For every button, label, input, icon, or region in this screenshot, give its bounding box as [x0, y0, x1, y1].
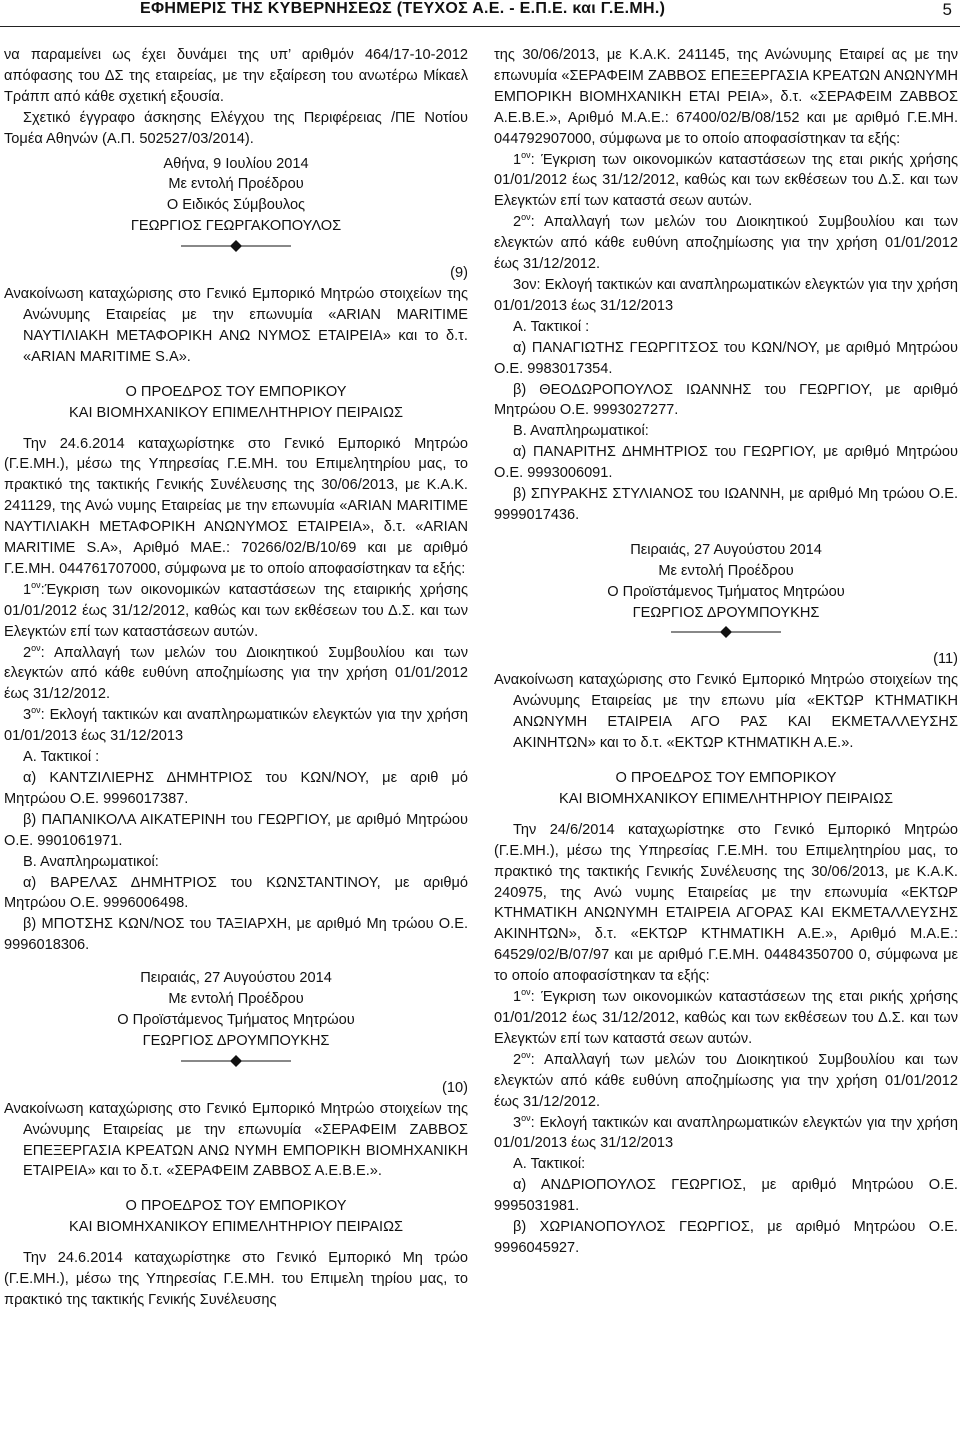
regular-auditors-heading: Α. Τακτικοί : — [513, 318, 590, 335]
signature-block — [494, 540, 958, 624]
section-separator — [494, 625, 958, 647]
regular-auditor-b: β) ΠΑΠΑΝΙΚΟΛΑ ΑΙΚΑΤΕΡΙΝΗ του ΓΕΩΡΓΙΟΥ, με αριθμό Μητρώου Ο.Ε. 9901061971. — [4, 811, 468, 849]
regular-auditor-b: β) ΧΩΡΙΑΝΟΠΟΥΛΟΣ ΓΕΩΡΓΙΟΣ, με αριθμό Μητρώου Ο.Ε. 9996045927. — [494, 1219, 958, 1256]
substitute-auditor-b: β) ΜΠΟΤΣΗΣ ΚΩΝ/ΝΟΣ του ΤΑΞΙΑΡΧΗ, με αριθμό Μη τρώου Ο.Ε. 9996018306. — [4, 916, 468, 954]
control-document-paragraph: Σχετικό έγγραφο άσκησης Ελέγχου της Περιφέρειας /ΠΕ Νοτίου Τομέα Αθηνών (Α.Π. 502527/03/2014). — [4, 109, 468, 147]
regular-auditor-a: α) ΠΑΝΑΓΙΩΤΗΣ ΓΕΩΡΓΙΤΣΟΣ του ΚΩΝ/ΝΟΥ, με αριθμό Μητρώου Ο.Ε. 9983017354. — [494, 339, 958, 377]
diamond-separator-icon — [671, 625, 781, 639]
left-column — [4, 45, 468, 1311]
signature-mandate: Με εντολή Προέδρου — [168, 176, 304, 193]
authority-line-2: ΚΑΙ ΒΙΟΜΗΧΑΝΙΚΟΥ ΕΠΙΜΕΛΗΤΗΡΙΟΥ ΠΕΙΡΑΙΩΣ — [68, 1219, 404, 1236]
signature-block — [4, 154, 468, 238]
regular-auditors-heading: Α. Τακτικοί: — [513, 1156, 586, 1173]
section-separator — [4, 1054, 468, 1076]
signature-name: ΓΕΩΡΓΙΟΣ ΔΡΟΥΜΠΟΥΚΗΣ — [632, 604, 820, 621]
decision-3: $3^{o\nu}$: Εκλογή τακτικών και αναπληρωματικών ελεγκτών για την χρήση 01/01/2013 έως 31/12/2013 — [494, 1112, 958, 1152]
regular-auditor-a: α) ΚΑΝΤΖΙΛΙΕΡΗΣ ΔΗΜΗΤΡΙΟΣ του ΚΩΝ/ΝΟΥ, με αριθ μό Μητρώου Ο.Ε. 9996017387. — [4, 770, 468, 807]
signature-role: Ο Προϊστάμενος Τμήματος Μητρώου — [117, 1011, 355, 1028]
signature-name: ΓΕΩΡΓΙΟΣ ΓΕΩΡΓΑΚΟΠΟΥΛΟΣ — [130, 218, 342, 235]
decision-2: $2^{o\nu}$: Απαλλαγή των μελών του Διοικητικού Συμβουλίου και των ελεγκτών από κάθε ευθύνη αποζημίωσης για την χρήση 01/01/2012 έως 31/12/2012. — [4, 642, 468, 703]
substitute-auditor-b: β) ΣΠΥΡΑΚΗΣ ΣΤΥΛΙΑΝΟΣ του ΙΩΑΝΝΗ, με αριθμό Μη τρώου Ο.Ε. 9999017436. — [494, 486, 958, 523]
authority-line-2: ΚΑΙ ΒΙΟΜΗΧΑΝΙΚΟΥ ΕΠΙΜΕΛΗΤΗΡΙΟΥ ΠΕΙΡΑΙΩΣ — [558, 790, 894, 807]
authority-line-1: Ο ΠΡΟΕΔΡΟΣ ΤΟΥ ΕΜΠΟΡΙΚΟΥ — [125, 383, 347, 400]
decision-3: 3ον: Εκλογή τακτικών και αναπληρωματικών ελεγκτών για την χρήση 01/01/2013 έως 31/12/2013 — [494, 276, 958, 314]
substitute-auditors-heading: Β. Αναπληρωματικοί: — [513, 423, 649, 440]
announcement-title: Ανακοίνωση καταχώρισης στο Γενικό Εμπορικό Μητρώο στοιχείων της Ανώνυμης Εταιρείας με την επωνυμία «ARIAN MARITIME ΝΑΥΤΙΛΙΑΚΗ ΜΕΤΑΦΟΡΙΚΗ ΑΝΩ ΝΥΜΟΣ ΕΤΑΙΡΕΙΑ» και το δ.τ. «ARIAN MARITIME S.A». — [4, 286, 468, 365]
continuation-paragraph: να παραμείνει ως έχει δυνάμει της υπ’ αριθμόν 464/17-10-2012 απόφασης του ΔΣ της εταιρείας, με την εξαίρεση του ανωτέρω Μίκαελ Τράππ από κάθε σχετική εξουσία. — [4, 47, 468, 105]
page-number: 5 — [942, 0, 952, 19]
signature-block — [4, 968, 468, 1052]
announcement-number: (9) — [450, 265, 468, 282]
continuation-paragraph: της 30/06/2013, με Κ.Α.Κ. 241145, της Ανώνυμης Εταιρεί ας με την επωνυμία «ΣΕΡΑΦΕΙΜ ΖΑΒΒΟΣ ΕΠΕΞΕΡΓΑΣΙΑ ΚΡΕΑΤΩΝ ΑΝΩΝΥΜΗ ΕΜΠΟΡΙΚΗ ΒΙΟΜΗΧΑΝΙΚΗ ΕΤΑΙ ΡΕΙΑ», δ.τ. «ΣΕΡΑΦΕΙΜ ΖΑΒΒΟΣ Α.Ε.Β.Ε.», Αριθμό Μ.Α.Ε.: 67400/02/Β/08/152 και με αριθμό Γ.Ε.ΜΗ. 044792907000, σύμφωνα με το οποίο αποφασίστηκαν τα εξής: — [494, 47, 958, 147]
gazette-title: ΕΦΗΜΕΡΙΣ ΤΗΣ ΚΥΒΕΡΝΗΣΕΩΣ (ΤΕΥΧΟΣ Α.Ε. - Ε.Π.Ε. και Γ.Ε.ΜΗ.) — [140, 0, 666, 17]
regular-auditor-a: α) ΑΝΔΡΙΟΠΟΥΛΟΣ ΓΕΩΡΓΙΟΣ, με αριθμό Μητρώου Ο.Ε. 9995031981. — [494, 1177, 958, 1215]
decision-3: $3^{o\nu}$: Εκλογή τακτικών και αναπληρωματικών ελεγκτών για την χρήση 01/01/2013 έως 31/12/2013 — [4, 705, 468, 745]
authority-line-1: Ο ΠΡΟΕΔΡΟΣ ΤΟΥ ΕΜΠΟΡΙΚΟΥ — [615, 770, 837, 786]
decision-2: $2^{o\nu}$: Απαλλαγή των μελών του Διοικητικού Συμβουλίου και των ελεγκτών από κάθε ευθύνη αποζημίωσης για την χρήση 01/01/2012 έως 31/12/2012. — [494, 212, 958, 273]
signature-mandate: Με εντολή Προέδρου — [658, 562, 794, 579]
authority-line-2: ΚΑΙ ΒΙΟΜΗΧΑΝΙΚΟΥ ΕΠΙΜΕΛΗΤΗΡΙΟΥ ΠΕΙΡΑΙΩΣ — [68, 404, 404, 421]
decision-1: $1^{o\nu}$: Έγκριση των οικονομικών καταστάσεων της εται ρικής χρήσης 01/01/2012 έως 31/12/2012, καθώς και των εκθέσεων του Δ.Σ. και των Ελεγκτών επί των καταστά σεων αυτών. — [494, 987, 958, 1047]
signature-place-date: Αθήνα, 9 Ιουλίου 2014 — [163, 155, 309, 172]
decision-1: $1^{o\nu}:Έ\gamma\kappa\rho\iota\sigma\eta$ των οικονομικών καταστάσεων της εταιρικής χρήσης 01/01/2012 έως 31/12/2012, καθώς και των εκθέσεων του Δ.Σ. και των Ελεγκτών επί των καταστάσεων αυτών. — [4, 579, 468, 640]
announcement-title: Ανακοίνωση καταχώρισης στο Γενικό Εμπορικό Μητρώο στοιχείων της Ανώνυμης Εταιρείας με την επωνυ μία «ΕΚΤΩΡ ΚΤΗΜΑΤΙΚΗ ΑΝΩΝΥΜΗ ΕΤΑΙΡΕΙΑ ΑΓΟ ΡΑΣ ΚΑΙ ΕΚΜΕΤΑΛΛΕΥΣΗΣ ΑΚΙΝΗΤΩΝ» και το δ.τ. «ΕΚΤΩΡ ΚΤΗΜΑΤΙΚΗ Α.Ε.». — [494, 672, 958, 752]
signature-name: ΓΕΩΡΓΙΟΣ ΔΡΟΥΜΠΟΥΚΗΣ — [142, 1032, 330, 1049]
decision-2: $2^{o\nu}$: Απαλλαγή των μελών του Διοικητικού Συμβουλίου και των ελεγκτών από κάθε ευθύνη αποζημίωσης για την χρήση 01/01/2012 έως 31/12/2012. — [494, 1049, 958, 1110]
substitute-auditor-a: α) ΒΑΡΕΛΑΣ ΔΗΜΗΤΡΙΟΣ του ΚΩΝΣΤΑΝΤΙΝΟΥ, με αριθμό Μητρώου Ο.Ε. 9996006498. — [4, 874, 468, 912]
regular-auditors-heading: Α. Τακτικοί : — [23, 749, 100, 766]
announcement-number: (10) — [442, 1079, 468, 1096]
signature-place-date: Πειραιάς, 27 Αυγούστου 2014 — [630, 541, 822, 558]
gazette-header — [0, 0, 960, 27]
announcement-body: Την 24.6.2014 καταχωρίστηκε στο Γενικό Εμπορικό Μητρώο (Γ.Ε.ΜΗ.), μέσω της Υπηρεσίας Γ.Ε.ΜΗ. του Επιμελητηρίου μας, το πρακτικό της τακτικής Γενικής Συνέλευσης της 30/06/2013, με Κ.Α.Κ. 241129, της Ανώ νυμης Εταιρείας με την επωνυμία «ARIAN MARITIME ΝΑΥΤΙΛΙΑΚΗ ΜΕΤΑΦΟΡΙΚΗ ΑΝΩΝΥΜΟΣ ΕΤΑΙΡΕΙΑ», δ.τ. «ARIAN MARITIME S.A», Αριθμό ΜΑΕ.: 70266/02/Β/10/69 και με αριθμό Γ.Ε.ΜΗ. 044761707000, σύμφωνα με το οποίο αποφασίστηκαν τα εξής: — [4, 435, 468, 577]
signature-role: Ο Ειδικός Σύμβουλος — [166, 197, 306, 214]
signature-place-date: Πειραιάς, 27 Αυγούστου 2014 — [140, 970, 332, 987]
decision-1: $1^{o\nu}$: Έγκριση των οικονομικών καταστάσεων της εται ρικής χρήσης 01/01/2012 έως 31/12/2012, καθώς και των εκθέσεων του Δ.Σ. και των Ελεγκτών επί των καταστά σεων αυτών. — [494, 149, 958, 210]
diamond-separator-icon — [181, 1054, 291, 1068]
announcement-body: Την 24/6/2014 καταχωρίστηκε στο Γενικό Εμπορικό Μητρώο (Γ.Ε.ΜΗ.), μέσω της Υπηρεσίας Γ.Ε.ΜΗ. του Επιμελητηρίου μας, το πρακτικό της τακτικής Γενικής Συνέλευσης της 30/06/2013, με Κ.Α.Κ. 240975, της Ανώ νυμης Εταιρείας με την επωνυμία «ΕΚΤΩΡ ΚΤΗΜΑΤΙΚΗ ΑΝΩΝΥΜΗ ΕΤΑΙΡΕΙΑ ΑΓΟΡΑΣ ΚΑΙ ΕΚΜΕΤΑΛΛΕΥΣΗΣ ΑΚΙΝΗΤΩΝ», δ.τ. «ΕΚΤΩΡ ΚΤΗΜΑΤΙΚΗ Α.Ε.», Αριθμό Μ.Α.Ε.: 64529/02/Β/07/97 και με αριθμό Γ.Ε.ΜΗ. 04484350700 0, σύμφωνα με το οποίο αποφασίστηκαν τα εξής: — [494, 821, 958, 985]
announcement-title: Ανακοίνωση καταχώρισης στο Γενικό Εμπορικό Μητρώο στοιχείων της Ανώνυμης Εταιρείας με την επωνυμία «ΣΕΡΑΦΕΙΜ ΖΑΒΒΟΣ ΕΠΕΞΕΡΓΑΣΙΑ ΚΡΕΑΤΩΝ ΑΝΩ ΝΥΜΗ ΕΜΠΟΡΙΚΗ ΒΙΟΜΗΧΑΝΙΚΗ ΕΤΑΙΡΕΙΑ» και το δ.τ. «ΣΕΡΑΦΕΙΜ ΖΑΒΒΟΣ Α.Ε.Β.Ε.». — [4, 1100, 468, 1180]
section-separator — [4, 239, 468, 261]
substitute-auditor-a: α) ΠΑΝΑΡΙΤΗΣ ΔΗΜΗΤΡΙΟΣ του ΓΕΩΡΓΙΟΥ, με αριθμό Μητρώου Ο.Ε. 9993006091. — [494, 444, 958, 482]
announcement-number: (11) — [933, 651, 958, 668]
substitute-auditors-heading: Β. Αναπληρωματικοί: — [23, 853, 159, 870]
authority-line-1: Ο ΠΡΟΕΔΡΟΣ ΤΟΥ ΕΜΠΟΡΙΚΟΥ — [125, 1198, 347, 1215]
signature-role: Ο Προϊστάμενος Τμήματος Μητρώου — [607, 583, 845, 600]
announcement-body: Την 24.6.2014 καταχωρίστηκε στο Γενικό Εμπορικό Μη τρώο (Γ.Ε.ΜΗ.), μέσω της Υπηρεσίας Γ.Ε.ΜΗ. του Επιμελη τηρίου μας, το πρακτικό της τακτικής Γενικής Συνέλευσης — [4, 1250, 468, 1308]
right-column — [494, 45, 958, 1259]
signature-mandate: Με εντολή Προέδρου — [168, 991, 304, 1008]
regular-auditor-b: β) ΘΕΟΔΩΡΟΠΟΥΛΟΣ ΙΩΑΝΝΗΣ του ΓΕΩΡΓΙΟΥ, με αριθμό Μητρώου Ο.Ε. 9993027277. — [494, 381, 958, 419]
diamond-separator-icon — [181, 239, 291, 253]
